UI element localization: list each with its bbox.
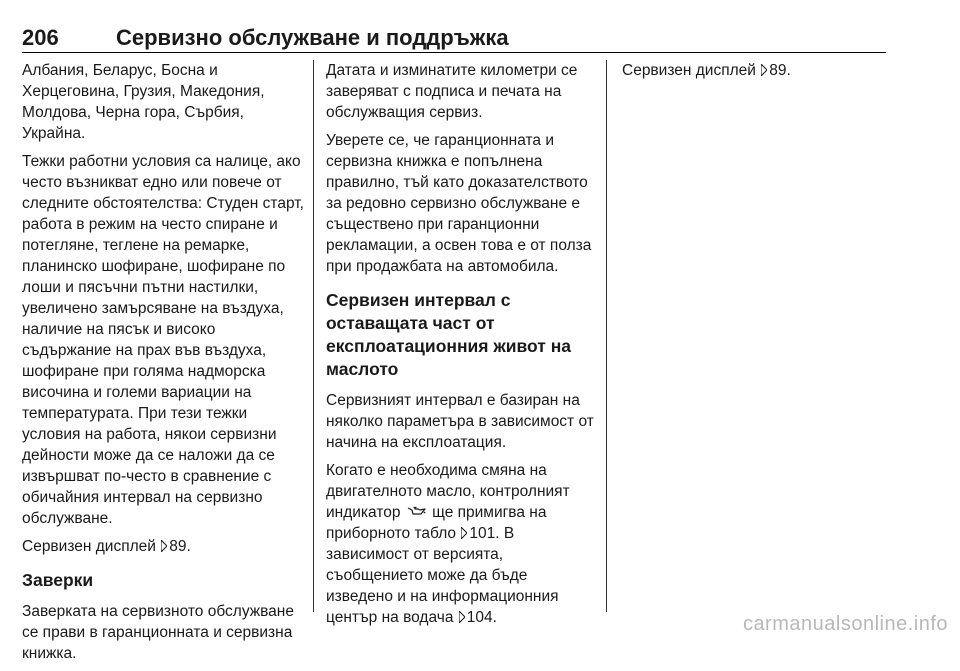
ref-text: Сервизен дисплей xyxy=(622,62,756,79)
ref-text: Сервизен дисплей xyxy=(22,538,156,555)
page-header xyxy=(22,24,886,54)
column-right xyxy=(622,60,882,88)
watermark: carmanualsonline.info xyxy=(742,613,948,635)
column-divider-1 xyxy=(313,60,314,612)
ref-page[interactable]: 89. xyxy=(169,538,191,555)
page-reference-arrow-icon xyxy=(459,611,465,623)
header-divider xyxy=(22,52,886,53)
oil-text-c: В зависимост от версията, съобщението може да бъде изведено и на информационния център на водача xyxy=(326,525,559,626)
column-divider-2 xyxy=(606,60,607,612)
column-middle xyxy=(326,60,597,635)
oil-text-b: ще примигва на приборното табло xyxy=(326,504,547,542)
paragraph-service-display-ref xyxy=(22,536,306,557)
column-left xyxy=(22,60,306,671)
page-title: Сервизно обслужване и поддръжка xyxy=(116,25,509,50)
page-reference-arrow-icon xyxy=(761,64,767,76)
oil-can-icon xyxy=(407,505,426,517)
section-heading-certifications: Заверки xyxy=(22,570,94,590)
paragraph-certification: Заверката на сервизното обслужване се прави в гаранционната и сервизна книжка. xyxy=(22,603,294,662)
page-number: 206 xyxy=(22,25,59,50)
ref-page[interactable]: 89. xyxy=(769,62,791,79)
paragraph-severe-conditions: Тежки работни условия са налице, ако често възникват едно или повече от следните обстоятелства: Студен старт, работа в режим на често спиране и потегляне, теглене на ремарке, планинско шофиране, шофиране по лоши и пясъчни пътни настилки, увеличено замърсяване на въздуха, наличие на пясък и високо съдържание на прах във въздуха, шофиране при голяма надморска височина и големи вариации на температурата. При тези тежки условия на работа, някои сервизни дейности може да се наложи да се извършват по-често в сравнение с обичайния интервал на сервизно обслужване. xyxy=(22,153,304,527)
ref-page[interactable]: 104. xyxy=(466,609,497,626)
paragraph-warranty-book: Уверете се, че гаранционната и сервизна книжка е попълнена правилно, тъй като доказателството за редовно сервизно обслужване е съществено при гаранционни рекламации, а освен това е от полза при продажбата на автомобила. xyxy=(326,132,592,275)
oil-text-a: Когато е необходима смяна на двигателното масло, контролният индикатор xyxy=(326,462,570,521)
section-heading-service-interval: Сервизен интервал с оставащата част от експлоатационния живот на маслото xyxy=(326,290,572,379)
paragraph-service-display-ref xyxy=(622,60,882,81)
paragraph-date-mileage: Датата и изминатите километри се заверяват с подписа и печата на обслужващия сервиз. xyxy=(326,62,578,121)
ref-page[interactable]: 101. xyxy=(469,525,500,542)
paragraph-interval-basis: Сервизният интервал е базиран на няколко параметъра в зависимост от начина на експлоатация. xyxy=(326,392,594,451)
page-reference-arrow-icon xyxy=(461,527,467,539)
paragraph-oil-change xyxy=(326,460,597,628)
page-reference-arrow-icon xyxy=(161,540,167,552)
paragraph-countries: Албания, Беларус, Босна и Херцеговина, Грузия, Македония, Молдова, Черна гора, Сърбия, Украйна. xyxy=(22,62,265,142)
